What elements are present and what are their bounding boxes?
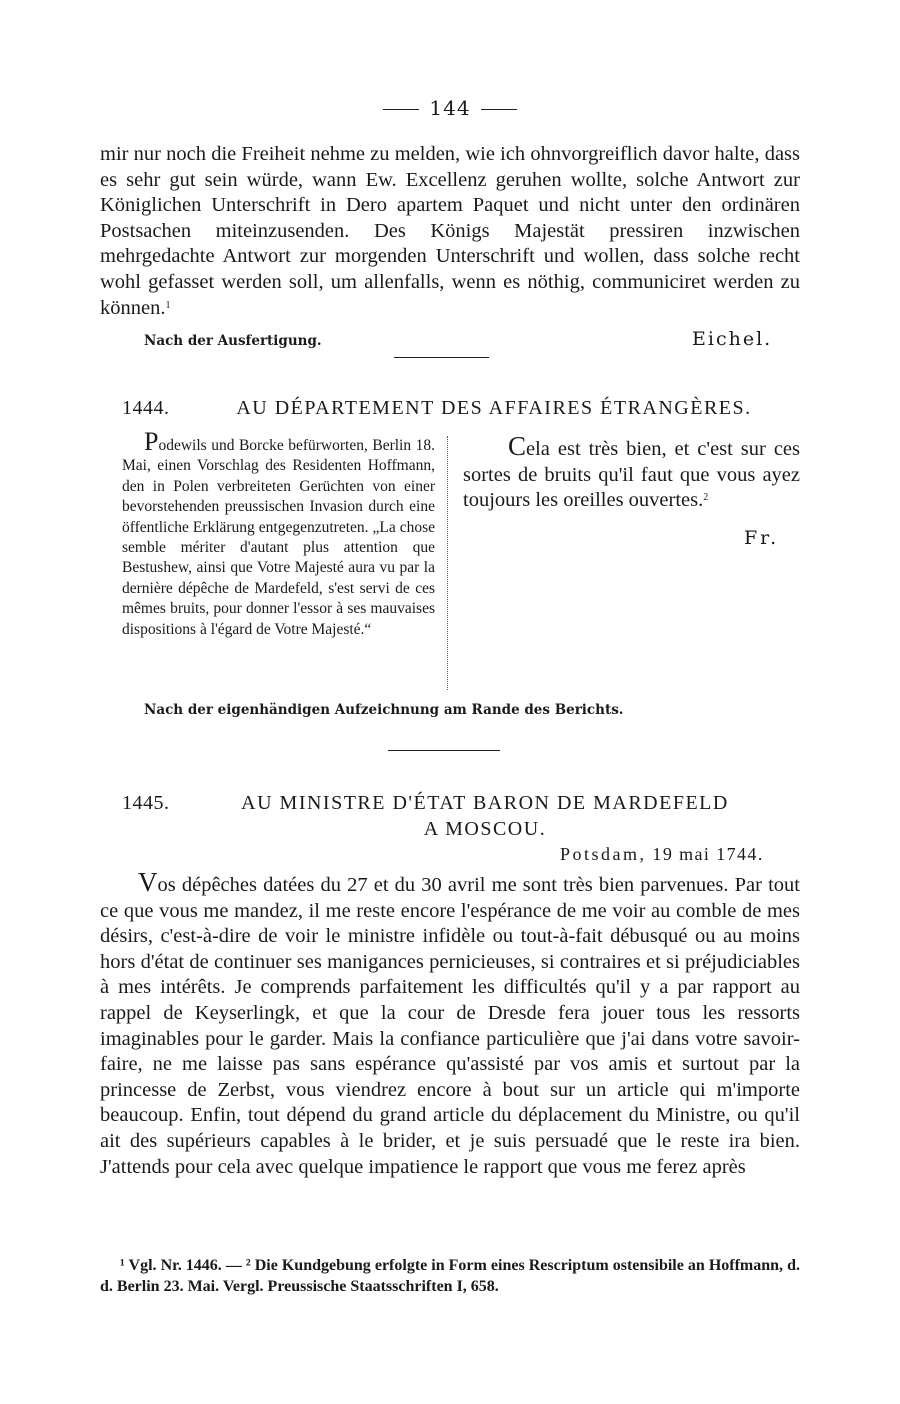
letter-1445-heading [100, 790, 800, 842]
letter-1445-title-line-1: AU MINISTRE D'ÉTAT BARON DE MARDEFELD [241, 792, 729, 814]
section-divider-2 [388, 750, 500, 751]
intro-paragraph [100, 142, 800, 321]
letter-1444-report-summary [122, 427, 435, 640]
letter-1444-right-text: ela est très bien, et c'est sur ces sortes de bruits qu'il faut que vous ayez toujours les oreilles ouvertes. [463, 438, 800, 512]
page-number-dash-right [481, 109, 517, 110]
letter-1444-reply [463, 431, 800, 514]
footnote-mark-1: 1 [165, 299, 171, 311]
letter-1445-text: os dépêches datées du 27 et du 30 avril me sont très bien parvenues. Par tout ce que vous me mandez, il me reste encore l'espérance de me voir au comble de mes désirs, c'est-à-dire de voir le ministre infidèle ou tout-à-fait débusqué ou au moins hors d'état de continuer ses manigances pernicieuses, si contraires et si préjudiciables à mes intérêts. Je comprends parfaitement les difficultés qu'il y a par rapport au rappel de Keyserlingk, et que la cour de Dresde fera jouer tous les ressorts imaginables pour le garder. Mais la confiance particulière que j'ai dans votre savoir-faire, ne me laisse pas sans espérance qu'assisté par vos amis et surtout par la princesse de Zerbst, vous viendrez encore à bout sur un article qui m'importe beaucoup. Enfin, tout dépend du grand article du déplacement du Ministre, ou qu'il ait des supérieurs capables à le brider, et je suis persuadé que le reste ira bien. J'attends pour cela avec quelque impatience le rapport que vous me ferez après [100, 874, 800, 1178]
letter-1445-title-line-2: A MOSCOU. [423, 818, 547, 840]
letter-1444-number: 1444. [122, 397, 170, 419]
letter-1445-dateline [560, 844, 764, 865]
section-divider-1 [394, 357, 489, 358]
letter-1444-right-dropcap: C [508, 431, 527, 461]
letter-1445-number: 1445. [122, 792, 170, 814]
intro-source-note: Nach der Ausfertigung. [144, 333, 322, 349]
letter-1445-body [100, 867, 800, 1180]
footnotes-text: ¹ Vgl. Nr. 1446. — ² Die Kundgebung erfolgte in Form eines Rescriptum ostensibile an Hoffmann, d. d. Berlin 23. Mai. Vergl. Preussische Staatsschriften I, 658. [100, 1257, 800, 1295]
letter-1444-left-dropcap: P [144, 427, 159, 456]
page-number-dash-left [383, 109, 419, 110]
letter-1445-place: Potsdam, [560, 844, 647, 864]
letter-1444-title: AU DÉPARTEMENT DES AFFAIRES ÉTRANGÈRES. [236, 397, 752, 419]
page-number: 144 [429, 96, 471, 120]
footnotes [100, 1255, 800, 1297]
letter-1444-heading [100, 395, 800, 421]
letter-1445-dropcap: V [138, 867, 158, 897]
letter-1445-date: 19 mai 1744. [652, 844, 764, 864]
letter-1444-left-text: odewils und Borcke befürworten, Berlin 18. Mai, einen Vorschlag des Residenten Hoffmann, den in Polen verbreiteten Gerüchten von einer bevorstehenden preussischen Invasion durch eine öffentliche Erklärung entgegenzutreten. „La chose semble mériter d'autant plus attention que Bestushew, ainsi que Votre Majesté aura vu par la dernière dépêche de Mardefeld, s'est servi de ces mêmes bruits, pour donner l'essor à ses mauvaises dispositions à l'égard de Votre Majesté.“ [122, 437, 435, 638]
letter-1444-source-note: Nach der eigenhändigen Aufzeichnung am Rande des Berichts. [144, 702, 624, 718]
footnote-mark-2: 2 [703, 492, 709, 504]
column-separator [447, 436, 448, 690]
intro-paragraph-text: mir nur noch die Freiheit nehme zu melden, wie ich ohnvorgreiflich davor halte, dass es sehr gut sein würde, wann Ew. Excellenz geruhen wollte, solche Antwort zur Königlichen Unterschrift in Dero apartem Paquet und nicht unter den ordinären Postsachen miteinzusenden. Des Königs Majestät pressiren inzwischen mehrgedachte Antwort zur morgenden Unterschrift und wollen, dass solche recht wohl gefasset werden soll, um allenfalls, wenn es nöthig, communiciret werden zu können. [100, 143, 800, 319]
intro-signature: Eichel. [692, 328, 773, 350]
letter-1444-signature: Fr. [744, 527, 780, 549]
page-number-line [0, 96, 900, 120]
